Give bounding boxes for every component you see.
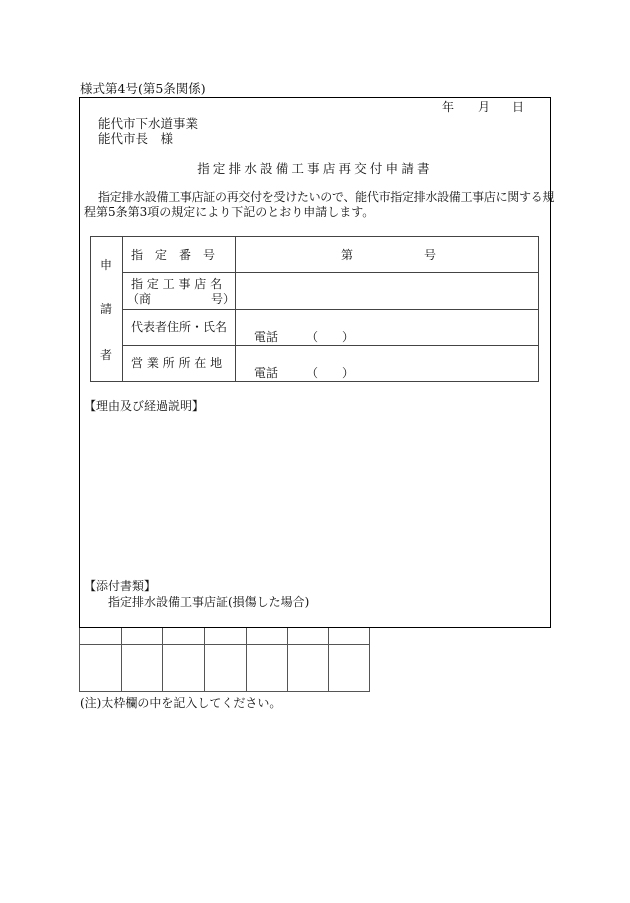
office-location-label: 営 業 所 所 在 地 [131,356,223,370]
applicant-side-label-1: 申 [100,258,113,272]
date-day-label: 日 [512,100,525,114]
designation-number-label: 指 定 番 号 [131,248,216,262]
contractor-name-sublabel: （商 号） [127,292,236,306]
processing-stamp-grid [79,628,370,692]
attachments-heading: 【添付書類】 [84,579,157,593]
addressee-title: 能代市長 様 [98,131,174,146]
applicant-side-label-3: 者 [100,348,113,362]
contractor-name-label: 指 定 工 事 店 名 [131,277,223,291]
representative-phone-parens: （ ） [306,330,355,344]
office-phone-parens: （ ） [306,366,355,380]
office-phone-label: 電話 [254,366,279,380]
reason-heading: 【理由及び経過説明】 [84,399,205,413]
document-title: 指定排水設備工事店再交付申請書 [197,161,433,176]
attachments-item: 指定排水設備工事店証(損傷した場合) [108,595,310,609]
date-year-label: 年 [442,100,455,114]
designation-number-prefix: 第 [341,248,354,262]
form-number: 様式第4号(第5条関係) [80,81,206,96]
date-month-label: 月 [478,100,491,114]
addressee-org: 能代市下水道事業 [98,116,199,131]
applicant-side-label-2: 請 [100,302,113,316]
body-text-line-2: 程第5条第3項の規定により下記のとおり申請します。 [84,205,375,219]
body-text-line-1: 指定排水設備工事店証の再交付を受けたいので、能代市指定排水設備工事店に関する規 [98,190,555,204]
representative-label: 代表者住所・氏名 [131,320,228,334]
designation-number-suffix: 号 [424,248,437,262]
representative-phone-label: 電話 [254,330,279,344]
footnote: (注)太枠欄の中を記入してください。 [80,696,282,710]
